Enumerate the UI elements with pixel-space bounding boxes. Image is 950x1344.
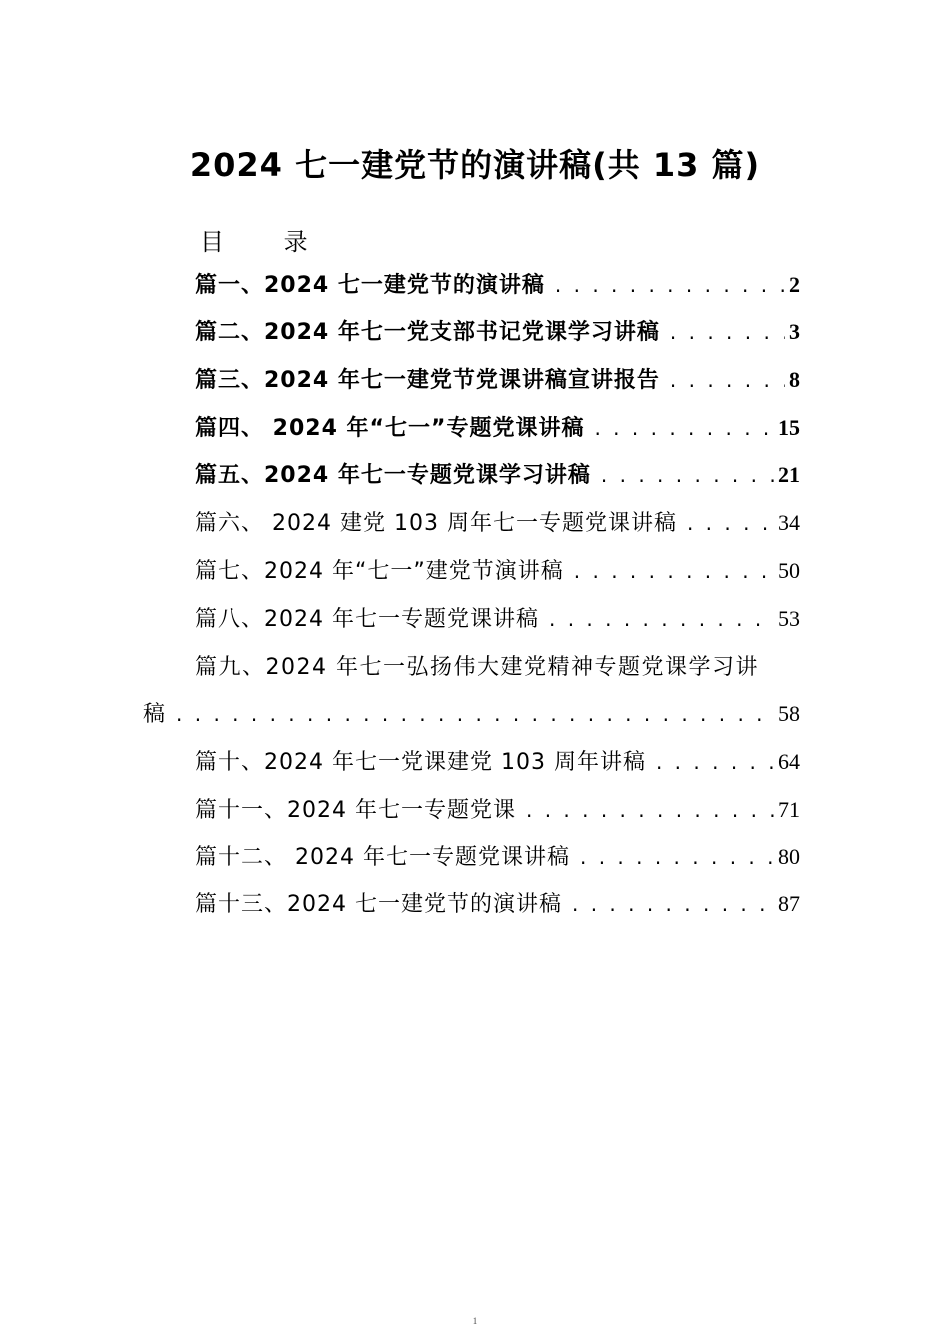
toc-heading: 目 录 (200, 228, 334, 256)
toc-entry-page: 87 (778, 891, 800, 916)
document-title: 2024 七一建党节的演讲稿(共 13 篇) (189, 146, 761, 184)
toc-dot-leader (564, 559, 774, 583)
toc-entry-page: 15 (778, 415, 800, 440)
toc-entry-page: 8 (789, 367, 800, 392)
toc-dot-leader (660, 320, 785, 344)
toc-entry-title: 篇六、 2024 建党 103 周年七一专题党课讲稿 (195, 511, 677, 536)
toc-entry-page: 21 (778, 462, 800, 487)
toc-entry-2[interactable] (195, 315, 800, 349)
toc-entry-title: 篇十三、2024 七一建党节的演讲稿 (195, 892, 562, 917)
toc-dot-leader (539, 607, 774, 631)
toc-entry-title: 篇三、2024 年七一建党节党课讲稿宣讲报告 (195, 368, 660, 393)
toc-dot-leader (591, 463, 774, 487)
toc-dot-leader (516, 798, 774, 822)
toc-entry-7[interactable] (195, 554, 800, 588)
toc-entry-title: 篇五、2024 年七一专题党课学习讲稿 (195, 463, 591, 488)
toc-dot-leader (677, 511, 774, 535)
toc-dot-leader (660, 368, 785, 392)
toc-entry-page: 58 (778, 701, 800, 726)
toc-entry-page: 34 (778, 510, 800, 535)
footer-page-number: 1 (472, 1316, 478, 1326)
toc-entry-1[interactable] (195, 268, 800, 302)
toc-entry-title: 稿 (143, 702, 167, 727)
toc-entry-4[interactable] (195, 411, 800, 445)
toc-entry-title: 篇十、2024 年七一党课建党 103 周年讲稿 (195, 750, 646, 775)
toc-entry-11[interactable] (195, 793, 800, 827)
toc-entry-9-line1[interactable]: 篇九、2024 年七一弘扬伟大建党精神专题党课学习讲 (195, 655, 759, 680)
toc-entry-title: 篇七、2024 年“七一”建党节演讲稿 (195, 559, 564, 584)
toc-dot-leader (562, 892, 774, 916)
toc-entry-title: 篇四、 2024 年“七一”专题党课讲稿 (195, 416, 585, 441)
toc-dot-leader (646, 750, 774, 774)
toc-entry-title: 篇八、2024 年七一专题党课讲稿 (195, 607, 539, 632)
toc-entry-title: 篇十一、2024 年七一专题党课 (195, 798, 516, 823)
toc-entry-title: 篇二、2024 年七一党支部书记党课学习讲稿 (195, 320, 660, 345)
toc-entry-page: 53 (778, 606, 800, 631)
toc-entry-page: 71 (778, 797, 800, 822)
toc-dot-leader (166, 702, 774, 726)
toc-entry-8[interactable] (195, 602, 800, 636)
toc-entry-10[interactable] (195, 745, 800, 779)
toc-dot-leader (584, 416, 774, 440)
toc-entry-page: 3 (789, 319, 800, 344)
toc-dot-leader (545, 273, 785, 297)
toc-entry-page: 80 (778, 844, 800, 869)
toc-entry-9-line2[interactable] (143, 697, 800, 731)
toc-entry-5[interactable] (195, 458, 800, 492)
toc-entry-3[interactable] (195, 363, 800, 397)
toc-entry-page: 50 (778, 558, 800, 583)
toc-entry-title: 篇一、2024 七一建党节的演讲稿 (195, 273, 545, 298)
toc-entry-6[interactable] (195, 506, 800, 540)
toc-entry-13[interactable] (195, 887, 800, 921)
toc-entry-page: 64 (778, 749, 800, 774)
toc-dot-leader (570, 845, 774, 869)
toc-entry-12[interactable] (195, 840, 800, 874)
toc-entry-page: 2 (789, 272, 800, 297)
toc-entry-title: 篇十二、 2024 年七一专题党课讲稿 (195, 845, 570, 870)
